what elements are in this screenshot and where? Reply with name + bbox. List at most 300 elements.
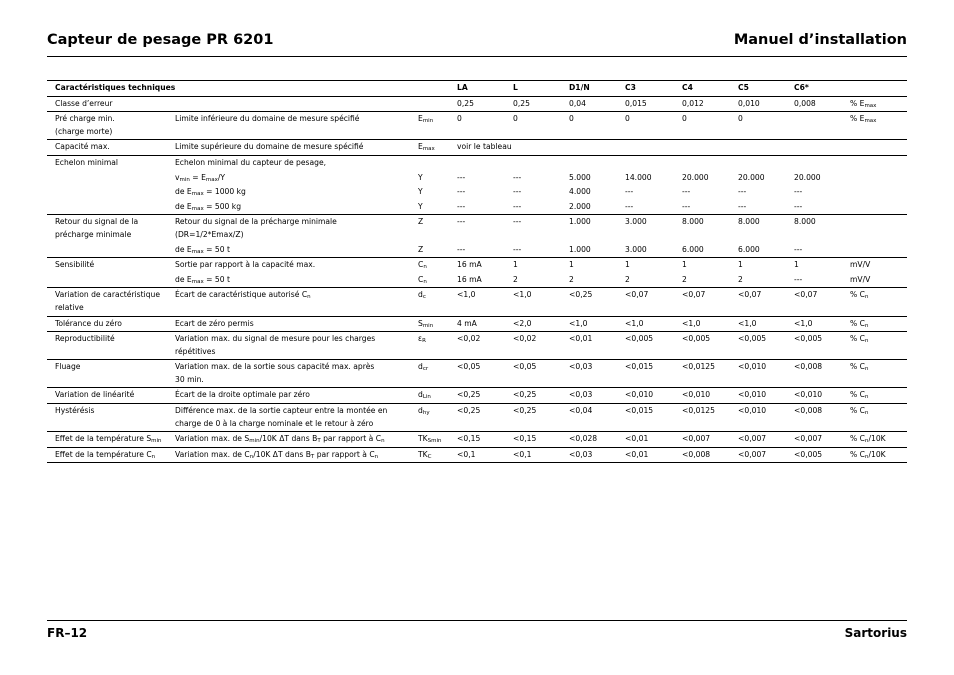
value-cell: <0,005 (794, 332, 850, 360)
cell-text: Y (418, 172, 423, 182)
cell-text: Ecart de zéro permis (175, 318, 254, 328)
table-row (47, 332, 907, 360)
value-cell: 16 mA (457, 274, 482, 284)
page-footer (47, 620, 907, 640)
value-cell: <0,01 (625, 447, 682, 463)
unit (850, 200, 907, 215)
value-cell: 0,015 (625, 96, 682, 112)
subscript: cr (422, 366, 429, 373)
value-cell: 0,04 (569, 96, 625, 112)
cell-text: Écart de caractéristique autorisé C (175, 290, 308, 300)
value-cell: 2 (513, 274, 518, 284)
subscript: n (864, 294, 869, 301)
cell-text: Retour du signal de la précharge minimale (DR=1/2*Emax/Z) (175, 217, 337, 239)
table-row (47, 171, 907, 186)
value-cell: <1,0 (794, 316, 850, 332)
value-cell: <0,005 (625, 332, 682, 360)
subscript: n (864, 338, 869, 345)
value-cell: <0,25 (457, 388, 513, 404)
value-cell: --- (513, 215, 569, 243)
cell-text: E (418, 114, 423, 124)
parameter-name (47, 140, 175, 156)
parameter-description (175, 155, 418, 170)
value-cell: <0,008 (682, 447, 738, 463)
value-cell: <0,010 (794, 388, 850, 404)
subscript: n (307, 294, 311, 301)
subscript: max (205, 176, 218, 183)
value-cell: <0,1 (457, 447, 513, 463)
value-cell: <0,010 (625, 388, 682, 404)
value-cell (569, 155, 625, 170)
cell-text: mV/V (850, 274, 871, 284)
table-row (47, 185, 907, 200)
value-cell: 1 (513, 258, 569, 273)
cell-text: Effet de la température S (55, 434, 152, 444)
cell-text: d (418, 290, 423, 300)
cell-text: = 1000 kg (203, 187, 246, 197)
subscript: T (310, 453, 315, 460)
cell-text: Reproductibilité (55, 334, 115, 344)
table-header-label: Caractéristiques techniques (47, 81, 457, 97)
cell-text: % C (850, 434, 865, 444)
parameter-description (175, 96, 418, 112)
cell-text: d (418, 406, 423, 416)
cell-text: d (418, 362, 423, 372)
value-cell: <0,0125 (682, 404, 738, 432)
subscript: max (864, 102, 877, 109)
value-cell: <1,0 (738, 316, 794, 332)
value-cell: <0,010 (738, 388, 794, 404)
cell-text: Variation max. de la sortie sous capacité max. après 30 min. (175, 362, 375, 384)
value-cell (625, 155, 682, 170)
symbol (418, 112, 457, 140)
page-header (47, 30, 907, 57)
unit (850, 171, 907, 186)
symbol (418, 243, 457, 258)
cell-text: mV/V (850, 260, 871, 270)
subscript: R (422, 338, 426, 345)
table-row (47, 273, 907, 288)
column-header: L (513, 81, 569, 97)
parameter-description (175, 432, 418, 448)
value-cell: --- (794, 201, 803, 211)
unit (850, 288, 907, 316)
cell-text: Echelon minimal du capteur de pesage, (175, 157, 327, 167)
value-cell: --- (457, 187, 466, 197)
cell-text: TK (418, 449, 428, 459)
subscript: max (191, 248, 204, 255)
cell-text: Capacité max. (55, 142, 110, 152)
unit (850, 360, 907, 388)
parameter-description (175, 185, 418, 200)
symbol (418, 258, 457, 273)
subscript: min (151, 438, 162, 445)
cell-text: Y (418, 201, 423, 211)
value-cell: 1 (738, 258, 794, 273)
subscript: n (864, 366, 869, 373)
table-row (47, 360, 907, 388)
cell-text: = E (189, 172, 206, 182)
value-cell: <0,005 (738, 332, 794, 360)
unit (850, 332, 907, 360)
table-row (47, 140, 907, 156)
parameter-name (47, 388, 175, 404)
table-row (47, 288, 907, 316)
subscript: min (249, 438, 260, 445)
parameter-name (47, 155, 175, 170)
parameter-description (175, 258, 418, 273)
table-row (47, 432, 907, 448)
cell-text: d (418, 390, 423, 400)
cell-text: /10K ΔT dans B (253, 449, 311, 459)
subscript: n (423, 278, 427, 285)
parameter-name (47, 447, 175, 463)
value-cell: 0 (682, 112, 738, 140)
value-cell: --- (794, 274, 803, 284)
cell-text: Z (418, 217, 424, 227)
parameter-name (47, 243, 175, 258)
value-cell: 8.000 (794, 215, 850, 243)
parameter-description (175, 171, 418, 186)
subscript: n (864, 410, 869, 417)
value-cell: 2 (738, 274, 743, 284)
subscript: max (191, 191, 204, 198)
parameter-description (175, 112, 418, 140)
column-header: C4 (682, 81, 738, 97)
value-cell: <0,25 (513, 388, 569, 404)
cell-text: = 50 t (203, 244, 230, 254)
subscript: n (864, 394, 869, 401)
value-cell (738, 155, 794, 170)
cell-text: Sensibilité (55, 260, 95, 270)
subscript: n (249, 453, 254, 460)
cell-text: TK (418, 434, 428, 444)
unit (850, 447, 907, 463)
parameter-name (47, 258, 175, 273)
parameter-name (47, 360, 175, 388)
column-header: C5 (738, 81, 794, 97)
parameter-name (47, 200, 175, 215)
parameter-description (175, 288, 418, 316)
value-cell: 0 (457, 112, 513, 140)
value-cell: <1,0 (569, 316, 625, 332)
subscript: n (381, 438, 385, 445)
symbol (418, 432, 457, 448)
value-cell: <0,01 (569, 332, 625, 360)
parameter-description (175, 404, 418, 432)
value-cell: <0,04 (569, 404, 625, 432)
table-row (47, 404, 907, 432)
parameter-description (175, 200, 418, 215)
value-cell: <0,005 (682, 332, 738, 360)
value-cell: 0,25 (457, 96, 513, 112)
cell-text: v (175, 172, 180, 182)
value-cell: <0,07 (738, 288, 794, 316)
manual-title: Manuel d’installation (733, 32, 907, 48)
symbol (418, 171, 457, 186)
value-cell: <0,15 (457, 432, 513, 448)
value-cell: 0 (513, 112, 569, 140)
cell-text: ε (418, 334, 423, 344)
cell-text: E (418, 142, 423, 152)
cell-text: Variation de caractéristique relative (55, 290, 161, 312)
cell-text: Retour du signal de la précharge minimale (55, 217, 139, 239)
unit (850, 140, 907, 156)
subscript: min (422, 322, 434, 329)
cell-text: Différence max. de la sortie capteur entre la montée en charge de 0 à la charge nominale et le retour à zéro (175, 406, 388, 428)
parameter-description (175, 447, 418, 463)
parameter-description (175, 388, 418, 404)
table-row (47, 316, 907, 332)
value-cell: 6.000 (738, 244, 760, 254)
symbol (418, 360, 457, 388)
value-cell: <0,25 (513, 404, 569, 432)
cell-text: Limite supérieure du domaine de mesure spécifié (175, 142, 364, 152)
table-row (47, 96, 907, 112)
value-cell: --- (738, 187, 747, 197)
parameter-name (47, 96, 175, 112)
value-cell: 4 mA (457, 316, 513, 332)
page-number: FR–12 (47, 626, 88, 640)
column-header: C6* (794, 81, 850, 97)
value-cell: <0,05 (513, 360, 569, 388)
unit (850, 258, 907, 273)
value-cell: <0,005 (794, 447, 850, 463)
value-cell: <0,03 (569, 388, 625, 404)
subscript: min (422, 118, 434, 125)
unit (850, 185, 907, 200)
subscript: n (374, 453, 379, 460)
cell-text: de E (175, 244, 192, 254)
value-cell: <0,03 (569, 360, 625, 388)
value-cell: <1,0 (682, 316, 738, 332)
column-header: D1/N (569, 81, 625, 97)
symbol (418, 155, 457, 170)
subscript: n (864, 453, 869, 460)
cell-text: % E (850, 98, 865, 108)
unit (850, 432, 907, 448)
cell-text: Limite inférieure du domaine de mesure spécifié (175, 114, 360, 124)
cell-text: % E (850, 114, 865, 124)
cell-text: /Y (217, 172, 226, 182)
symbol (418, 332, 457, 360)
value-cell: 20.000 (794, 172, 821, 182)
symbol (418, 288, 457, 316)
value-cell: voir le tableau (457, 140, 850, 156)
subscript: hy (422, 410, 430, 417)
value-cell: <0,05 (457, 360, 513, 388)
parameter-description (175, 273, 418, 288)
subscript: max (191, 205, 204, 212)
value-cell: <0,010 (738, 404, 794, 432)
value-cell: <0,015 (625, 360, 682, 388)
subscript: max (422, 146, 435, 153)
value-cell: 14.000 (625, 172, 652, 182)
value-cell: 1 (682, 258, 738, 273)
unit (850, 243, 907, 258)
value-cell (457, 155, 513, 170)
value-cell: <0,25 (457, 404, 513, 432)
value-cell: --- (513, 201, 522, 211)
value-cell: 16 mA (457, 258, 513, 273)
value-cell: --- (682, 201, 691, 211)
symbol (418, 447, 457, 463)
parameter-description (175, 360, 418, 388)
subscript: T (317, 438, 321, 445)
value-cell: <0,028 (569, 432, 625, 448)
unit-tail: /10K (868, 449, 886, 459)
value-cell: 0 (625, 112, 682, 140)
symbol (418, 273, 457, 288)
cell-text: de E (175, 201, 192, 211)
value-cell: --- (457, 172, 466, 182)
table-row (47, 388, 907, 404)
value-cell: 0 (569, 112, 625, 140)
value-cell: <0,007 (738, 447, 794, 463)
symbol (418, 215, 457, 243)
value-cell (794, 155, 850, 170)
parameter-name (47, 404, 175, 432)
cell-text: de E (175, 274, 192, 284)
cell-text: Pré charge min. (charge morte) (55, 114, 115, 136)
unit (850, 112, 907, 140)
value-cell: <0,07 (625, 288, 682, 316)
cell-text: Variation max. de C (175, 449, 250, 459)
cell-text: % C (850, 390, 865, 400)
value-cell: 20.000 (738, 172, 765, 182)
subscript: n (864, 322, 869, 329)
value-cell: <0,02 (457, 332, 513, 360)
value-cell: <0,007 (738, 432, 794, 448)
value-cell: 2 (569, 274, 574, 284)
value-cell: --- (682, 187, 691, 197)
cell-text: C (418, 274, 424, 284)
subscript: Lin (422, 394, 431, 401)
value-cell: 0,012 (682, 96, 738, 112)
parameter-description (175, 243, 418, 258)
subscript: n (864, 438, 869, 445)
value-cell: --- (513, 187, 522, 197)
subscript: max (191, 278, 204, 285)
value-cell: 6.000 (682, 244, 704, 254)
value-cell: <0,1 (513, 447, 569, 463)
value-cell: --- (738, 201, 747, 211)
value-cell: <0,15 (513, 432, 569, 448)
cell-text: S (418, 318, 423, 328)
cell-text: Echelon minimal (55, 157, 119, 167)
cell-text: % C (850, 334, 865, 344)
symbol (418, 388, 457, 404)
value-cell: --- (794, 244, 803, 254)
parameter-name (47, 171, 175, 186)
unit (850, 215, 907, 243)
value-cell: <0,007 (682, 432, 738, 448)
cell-text: % C (850, 406, 865, 416)
table-row (47, 447, 907, 463)
cell-text: Variation max. du signal de mesure pour les charges répétitives (175, 334, 376, 356)
cell-text: Z (418, 244, 424, 254)
symbol (418, 96, 457, 112)
table-header-row (47, 81, 907, 97)
value-cell: <0,008 (794, 404, 850, 432)
value-cell: <0,03 (569, 447, 625, 463)
value-cell: 8.000 (682, 215, 738, 243)
cell-text: % C (850, 318, 865, 328)
value-cell: 1 (794, 258, 850, 273)
value-cell: 1.000 (569, 215, 625, 243)
unit-tail: /10K (868, 434, 886, 444)
column-header: C3 (625, 81, 682, 97)
symbol (418, 200, 457, 215)
subscript: c (422, 294, 426, 301)
value-cell: --- (625, 201, 634, 211)
cell-text: Hystérésis (55, 406, 95, 416)
cell-text: par rapport à C (314, 449, 375, 459)
value-cell: --- (513, 172, 522, 182)
unit (850, 404, 907, 432)
parameter-name (47, 112, 175, 140)
cell-text: Tolérance du zéro (55, 318, 122, 328)
value-cell: <1,0 (513, 288, 569, 316)
cell-text: Sortie par rapport à la capacité max. (175, 260, 316, 270)
value-cell: --- (457, 215, 513, 243)
cell-text: Effet de la température C (55, 449, 152, 459)
cell-text: % C (850, 362, 865, 372)
column-header: LA (457, 81, 513, 97)
symbol (418, 185, 457, 200)
cell-text: Classe d’erreur (55, 98, 113, 108)
cell-text: Variation max. de S (175, 434, 250, 444)
value-cell: 3.000 (625, 215, 682, 243)
value-cell: --- (794, 187, 803, 197)
value-cell: <0,01 (625, 432, 682, 448)
value-cell: <0,02 (513, 332, 569, 360)
value-cell: 1.000 (569, 244, 591, 254)
value-cell: <0,008 (794, 360, 850, 388)
table-row (47, 200, 907, 215)
brand-name: Sartorius (844, 626, 907, 640)
value-cell: 20.000 (682, 172, 709, 182)
value-cell: --- (457, 201, 466, 211)
cell-text: par rapport à C (320, 434, 382, 444)
value-cell (794, 112, 850, 140)
value-cell: <0,010 (682, 388, 738, 404)
table-row (47, 155, 907, 170)
cell-text: Y (418, 187, 423, 197)
cell-text: de E (175, 187, 192, 197)
value-cell: --- (457, 244, 466, 254)
symbol (418, 404, 457, 432)
parameter-description (175, 140, 418, 156)
subscript: min (179, 176, 190, 183)
cell-text: % C (850, 449, 865, 459)
cell-text: /10K ΔT dans B (259, 434, 318, 444)
symbol (418, 140, 457, 156)
value-cell: 2 (625, 274, 630, 284)
value-cell: 0,010 (738, 96, 794, 112)
cell-text: = 500 kg (203, 201, 242, 211)
parameter-description (175, 316, 418, 332)
value-cell: <1,0 (457, 288, 513, 316)
unit (850, 273, 907, 288)
table-row (47, 112, 907, 140)
value-cell: <0,010 (738, 360, 794, 388)
value-cell: 4.000 (569, 187, 591, 197)
subscript: n (151, 453, 156, 460)
subscript: n (423, 264, 427, 271)
cell-text: Écart de la droite optimale par zéro (175, 390, 310, 400)
table-row (47, 215, 907, 243)
